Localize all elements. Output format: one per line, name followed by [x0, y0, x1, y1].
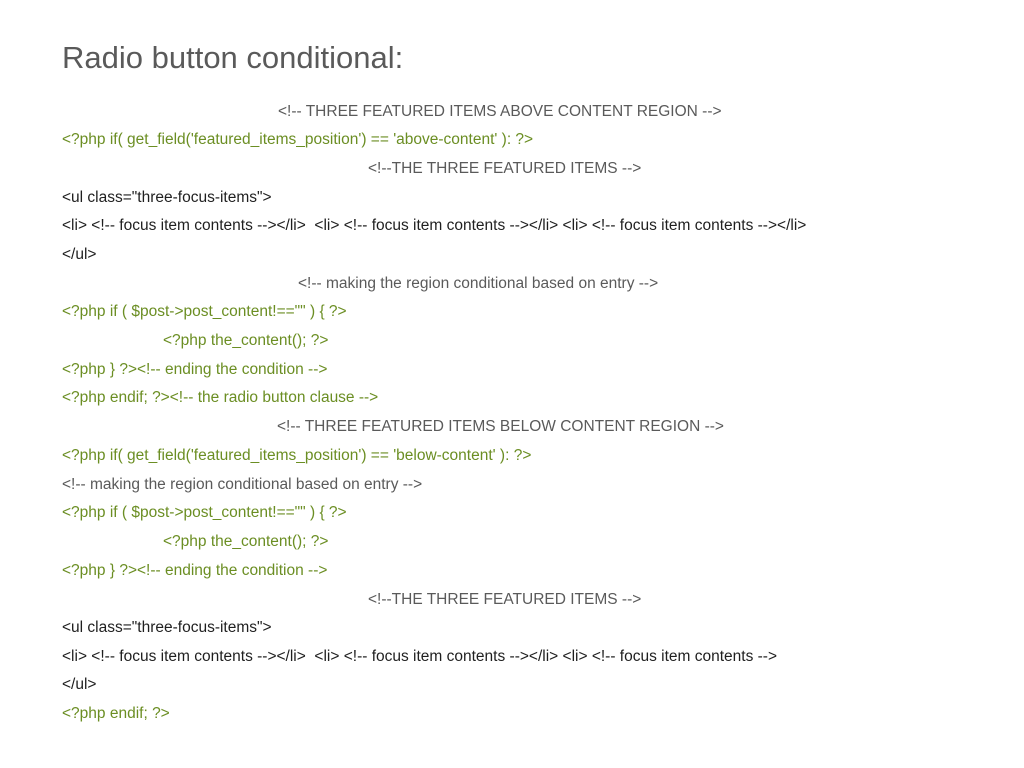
code-line-15: <?php if ( $post->post_content!=="" ) { ?>	[62, 504, 347, 521]
code-line-18: <!--THE THREE FEATURED ITEMS -->	[368, 591, 642, 608]
code-line-5: <li> <!-- focus item contents --></li> <li> <!-- focus item contents --></li> <li> <!-- focus item contents --></li>	[62, 217, 807, 234]
code-line-4: <ul class="three-focus-items">	[62, 189, 272, 206]
code-line-16: <?php the_content(); ?>	[163, 533, 329, 550]
code-line-14: <!-- making the region conditional based on entry -->	[62, 476, 423, 493]
code-line-13: <?php if( get_field('featured_items_position') == 'below-content' ): ?>	[62, 447, 532, 464]
code-line-6: </ul>	[62, 246, 97, 263]
code-line-8: <?php if ( $post->post_content!=="" ) { ?>	[62, 303, 347, 320]
code-line-21: </ul>	[62, 676, 97, 693]
code-line-17: <?php } ?><!-- ending the condition -->	[62, 562, 328, 579]
slide-title: Radio button conditional:	[62, 40, 404, 75]
code-line-12: <!-- THREE FEATURED ITEMS BELOW CONTENT REGION -->	[277, 418, 724, 435]
code-line-9: <?php the_content(); ?>	[163, 332, 329, 349]
code-line-7: <!-- making the region conditional based on entry -->	[298, 275, 659, 292]
code-line-22: <?php endif; ?>	[62, 705, 170, 722]
code-line-1: <!-- THREE FEATURED ITEMS ABOVE CONTENT REGION -->	[278, 103, 722, 120]
code-line-2: <?php if( get_field('featured_items_position') == 'above-content' ): ?>	[62, 131, 534, 148]
code-line-19: <ul class="three-focus-items">	[62, 619, 272, 636]
code-line-10: <?php } ?><!-- ending the condition -->	[62, 361, 328, 378]
code-line-20: <li> <!-- focus item contents --></li> <li> <!-- focus item contents --></li> <li> <!-- focus item contents -->	[62, 648, 778, 665]
code-line-3: <!--THE THREE FEATURED ITEMS -->	[368, 160, 642, 177]
code-line-11: <?php endif; ?><!-- the radio button clause -->	[62, 389, 379, 406]
